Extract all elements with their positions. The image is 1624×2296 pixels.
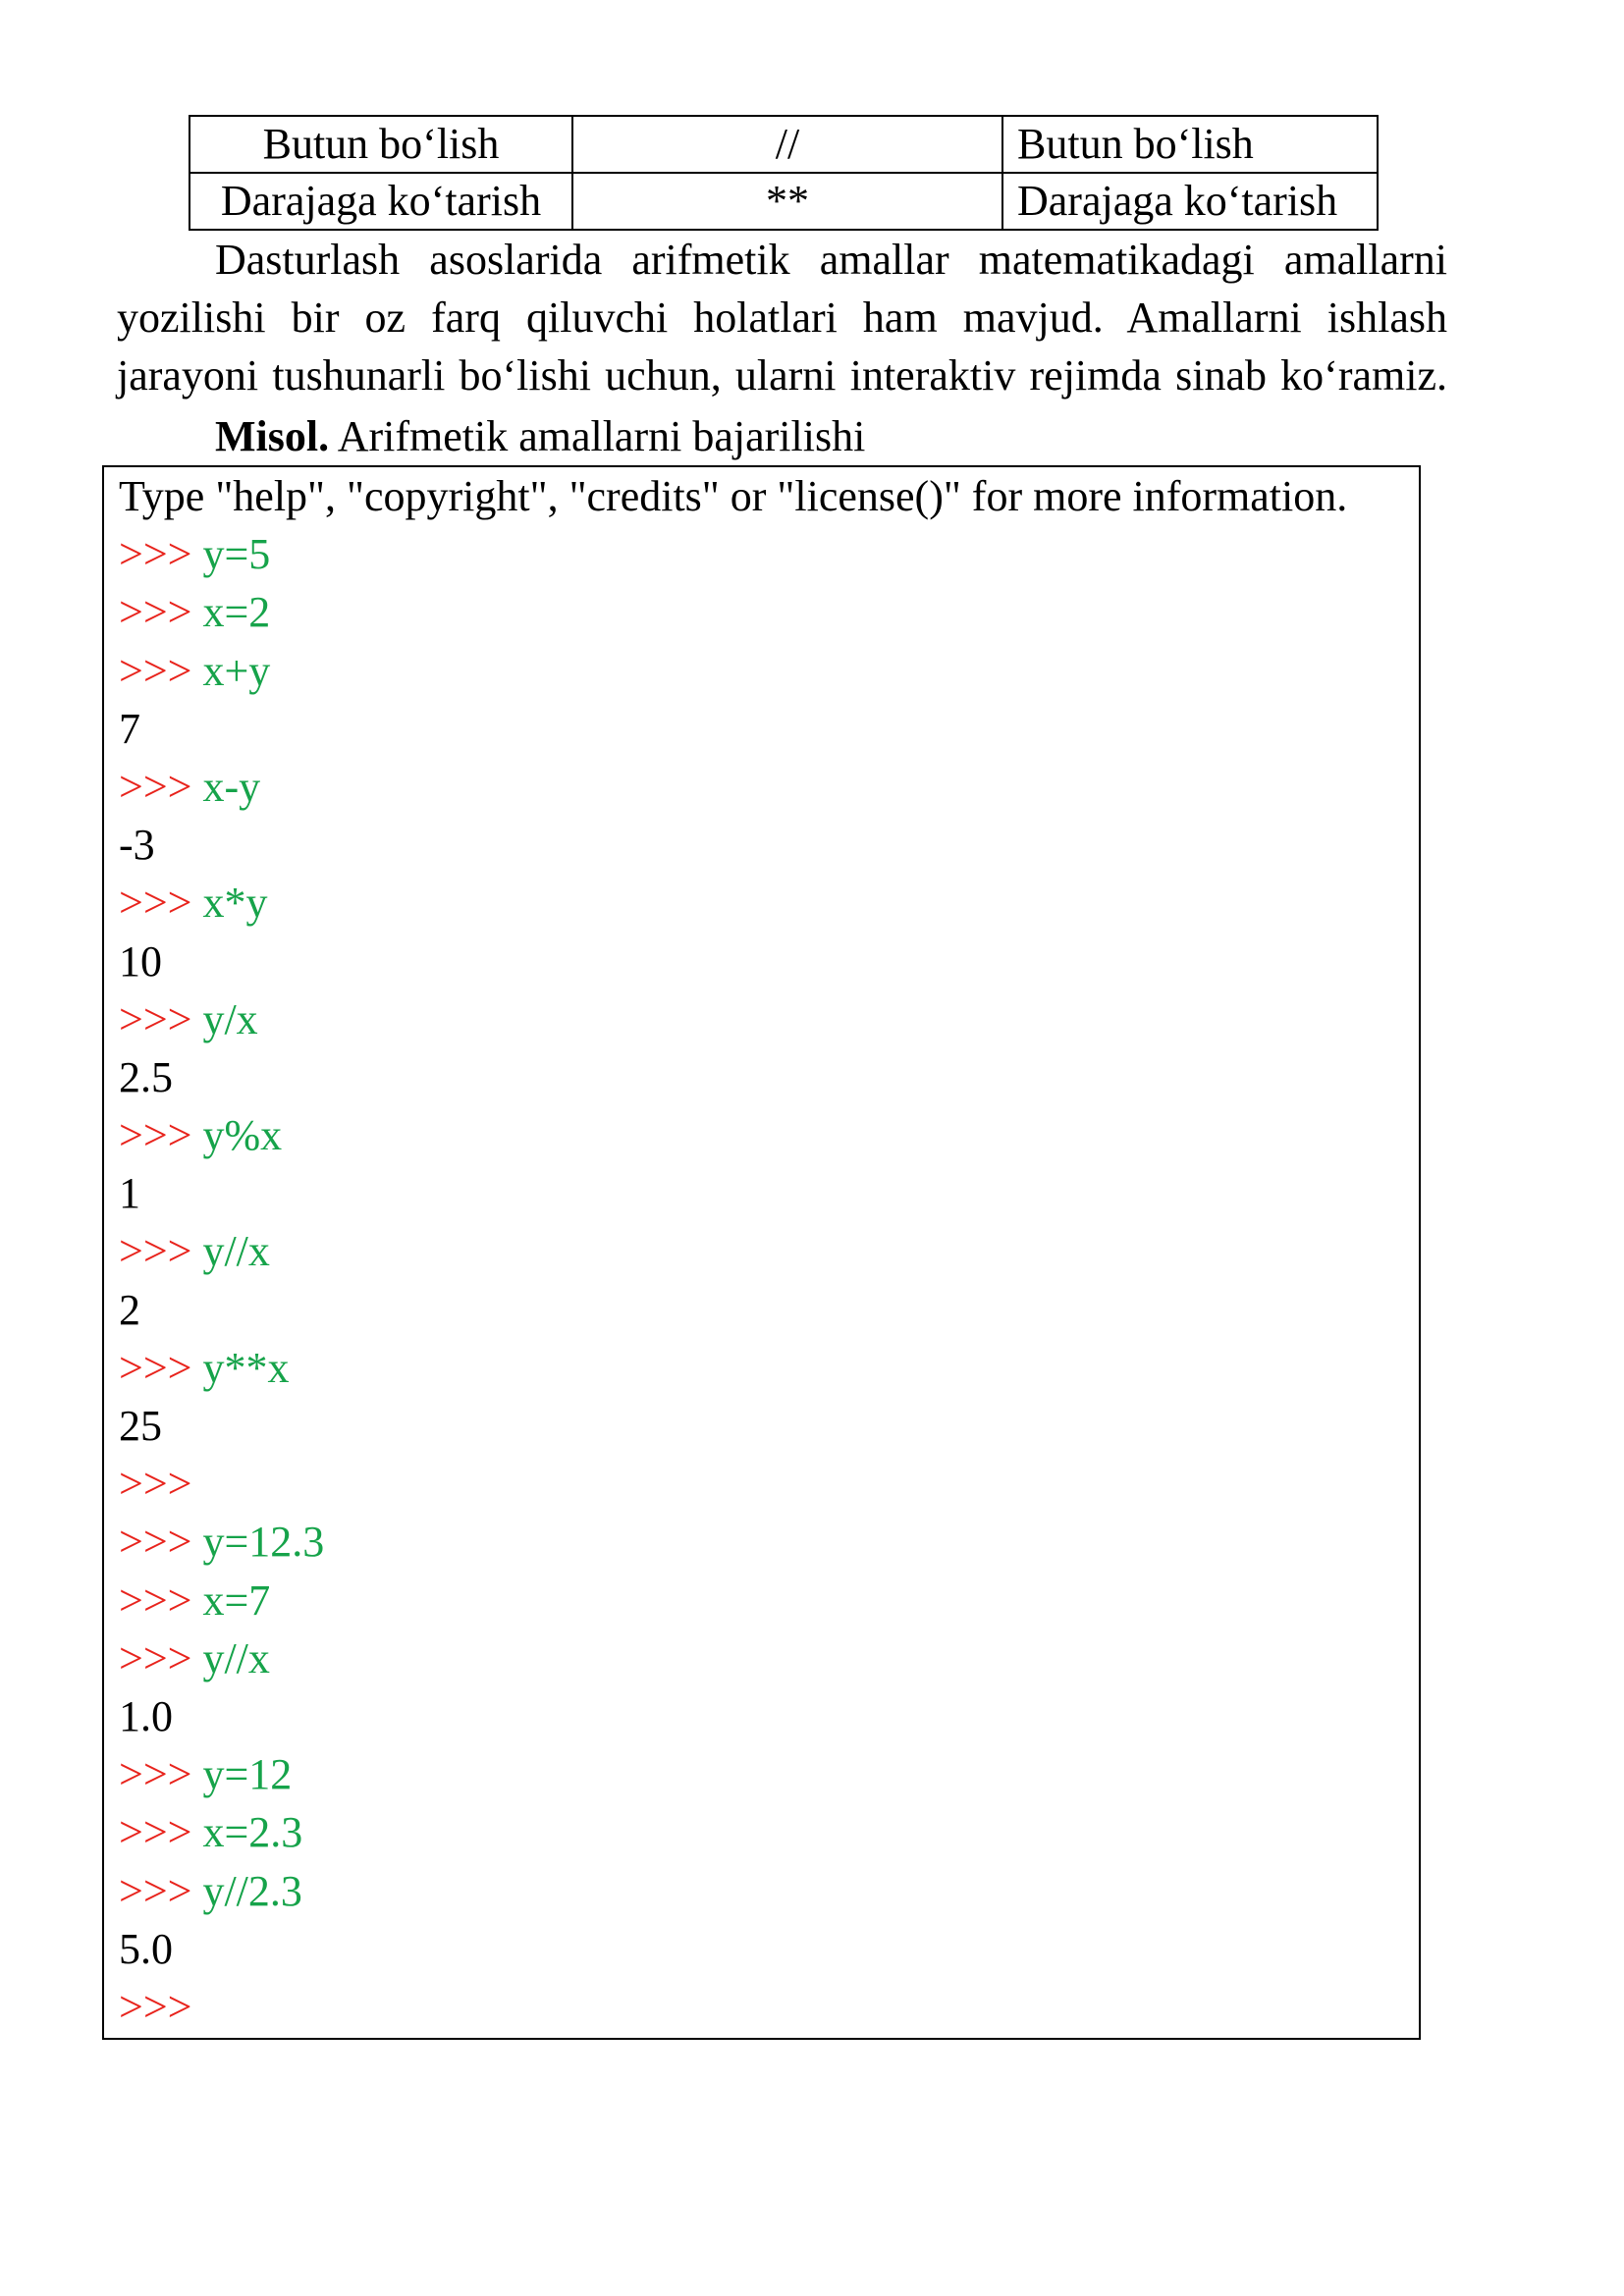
console-output: 5.0 bbox=[119, 1924, 173, 1973]
console-code: y=5 bbox=[191, 530, 271, 579]
console-input-line bbox=[119, 1629, 1419, 1687]
console-output: Type "help", "copyright", "credits" or "license()" for more information. bbox=[119, 472, 1348, 520]
console-output-line bbox=[119, 1164, 1419, 1222]
example-heading bbox=[215, 407, 865, 465]
console-prompt: >>> bbox=[119, 1750, 192, 1799]
console-output-line bbox=[119, 700, 1419, 758]
console-output-line bbox=[119, 1281, 1419, 1339]
console-input-line bbox=[119, 1513, 1419, 1571]
console-prompt: >>> bbox=[119, 1460, 192, 1509]
console-code: x+y bbox=[191, 646, 271, 695]
console-output: 25 bbox=[119, 1402, 162, 1450]
operator-symbol-cell: // bbox=[572, 116, 1002, 173]
console-prompt: >>> bbox=[119, 762, 192, 811]
console-prompt: >>> bbox=[119, 1982, 192, 2031]
console-input-line bbox=[119, 758, 1419, 816]
console-output: 2.5 bbox=[119, 1052, 173, 1101]
console-input-line bbox=[119, 1803, 1419, 1861]
operation-name-cell: Darajaga ko‘tarish bbox=[189, 173, 572, 230]
console-code: y//2.3 bbox=[191, 1866, 302, 1915]
console-output-line bbox=[119, 467, 1419, 525]
console-input-line bbox=[119, 525, 1419, 583]
console-input-line bbox=[119, 990, 1419, 1048]
console-output: 7 bbox=[119, 704, 140, 753]
console-output-line bbox=[119, 933, 1419, 990]
paragraph-line: yozilishi bir oz farq qiluvchi holatlari ham mavjud. Amallarni ishlash bbox=[117, 294, 1447, 342]
console-input-line bbox=[119, 1455, 1419, 1513]
console-prompt: >>> bbox=[119, 588, 192, 637]
console-prompt: >>> bbox=[119, 1808, 192, 1857]
console-code: x-y bbox=[191, 762, 261, 811]
console-code: y//x bbox=[191, 1227, 270, 1276]
operation-meaning-cell: Darajaga ko‘tarish bbox=[1002, 173, 1378, 230]
console-code: x=2.3 bbox=[191, 1808, 303, 1857]
console-input-line bbox=[119, 1339, 1419, 1397]
console-prompt: >>> bbox=[119, 994, 192, 1043]
console-input-line bbox=[119, 1978, 1419, 2036]
console-input-line bbox=[119, 1572, 1419, 1629]
console-output-line bbox=[119, 1397, 1419, 1455]
console-code: x=2 bbox=[191, 588, 271, 637]
example-label: Misol. bbox=[215, 412, 330, 460]
python-console bbox=[102, 465, 1421, 2040]
console-input-line bbox=[119, 583, 1419, 641]
example-title: Arifmetik amallarni bajarilishi bbox=[337, 412, 866, 460]
console-code: y**x bbox=[191, 1343, 290, 1392]
console-input-line bbox=[119, 642, 1419, 700]
table-row bbox=[189, 116, 1378, 173]
console-output: 1.0 bbox=[119, 1691, 173, 1740]
console-input-line bbox=[119, 874, 1419, 932]
console-code: x*y bbox=[191, 879, 268, 928]
console-prompt: >>> bbox=[119, 1575, 192, 1625]
console-prompt: >>> bbox=[119, 1633, 192, 1682]
operation-name-cell: Butun bo‘lish bbox=[189, 116, 572, 173]
console-prompt: >>> bbox=[119, 1343, 192, 1392]
console-prompt: >>> bbox=[119, 646, 192, 695]
console-prompt: >>> bbox=[119, 1227, 192, 1276]
console-output-line bbox=[119, 1687, 1419, 1745]
console-prompt: >>> bbox=[119, 1866, 192, 1915]
console-input-line bbox=[119, 1106, 1419, 1164]
console-prompt: >>> bbox=[119, 1111, 192, 1160]
console-prompt: >>> bbox=[119, 530, 192, 579]
paragraph-line: Dasturlash asoslarida arifmetik amallar matematikadagi amallarni bbox=[215, 236, 1447, 284]
console-input-line bbox=[119, 1862, 1419, 1920]
console-output: 1 bbox=[119, 1169, 140, 1218]
console-prompt: >>> bbox=[119, 879, 192, 928]
console-input-line bbox=[119, 1745, 1419, 1803]
console-code: x=7 bbox=[191, 1575, 271, 1625]
console-code: y%x bbox=[191, 1111, 283, 1160]
paragraph-line: jarayoni tushunarli bo‘lishi uchun, ularni interaktiv rejimda sinab ko‘ramiz. bbox=[117, 351, 1447, 400]
operation-meaning-cell: Butun bo‘lish bbox=[1002, 116, 1378, 173]
console-output-line bbox=[119, 1048, 1419, 1106]
table-row bbox=[189, 173, 1378, 230]
console-output: 2 bbox=[119, 1285, 140, 1334]
body-paragraph bbox=[117, 231, 1447, 404]
console-output-line bbox=[119, 816, 1419, 874]
console-code: y=12.3 bbox=[191, 1518, 325, 1567]
console-input-line bbox=[119, 1222, 1419, 1280]
console-code: y/x bbox=[191, 994, 258, 1043]
operators-table bbox=[189, 115, 1379, 231]
operator-symbol-cell: ** bbox=[572, 173, 1002, 230]
console-prompt: >>> bbox=[119, 1518, 192, 1567]
console-output: -3 bbox=[119, 821, 155, 870]
console-code: y=12 bbox=[191, 1750, 293, 1799]
console-output: 10 bbox=[119, 936, 162, 986]
console-output-line bbox=[119, 1920, 1419, 1978]
console-code: y//x bbox=[191, 1633, 270, 1682]
